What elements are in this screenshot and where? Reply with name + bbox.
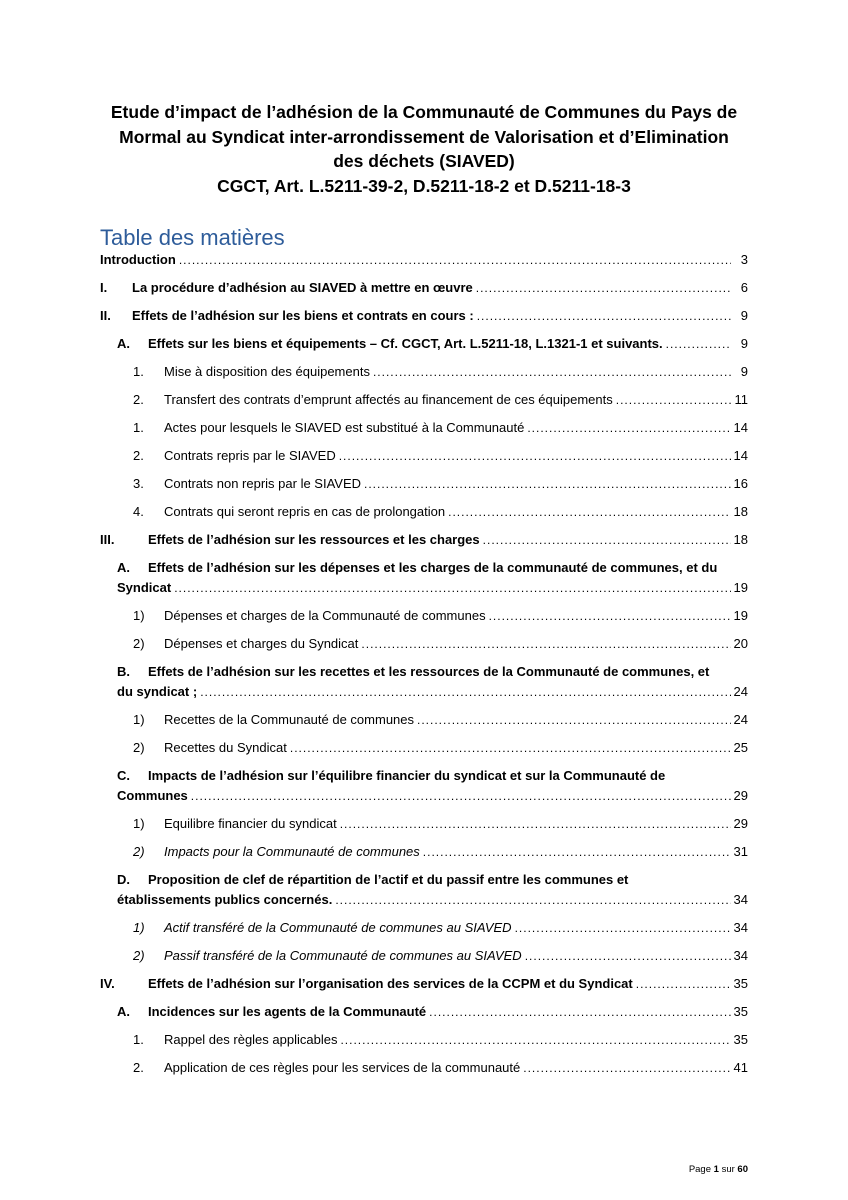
toc-entry-title: établissements publics concernés. [117,892,333,907]
toc-entry-number: D. [117,872,130,887]
toc-dot-leader [636,976,731,992]
title-line-4: CGCT, Art. L.5211-39-2, D.5211-18-2 et D.5211-18-3 [217,175,631,196]
toc-entry-number: B. [117,664,130,679]
toc-entry-number: 1) [133,712,145,727]
toc-dot-leader [476,280,731,296]
toc-entry-page-number: 29 [733,788,748,803]
toc-dot-leader [527,420,730,436]
toc-entry-number: 2) [133,844,145,859]
toc-entry-page-number: 41 [733,1060,748,1075]
toc-entry-number: 2) [133,948,145,963]
toc-entry-number: 4. [133,504,144,519]
toc-entry-title: Rappel des règles applicables [164,1032,338,1047]
toc-entry-title: Impacts pour la Communauté de communes [164,844,420,859]
toc-entry-title: Dépenses et charges de la Communauté de communes [164,608,486,623]
toc-entry-page-number: 24 [733,712,748,727]
toc-entry-page-number: 29 [733,816,748,831]
toc-dot-leader [429,1004,730,1020]
toc-entry-number: IV. [100,976,115,991]
title-line-1: Etude d’impact de l’adhésion de la Communauté de Communes du Pays de [110,102,738,122]
toc-entry-page-number: 34 [733,892,748,907]
toc-entry-title: Effets de l’adhésion sur les biens et contrats en cours : [132,308,474,323]
toc-entry-title: Actes pour lesquels le SIAVED est substitué à la Communauté [164,420,525,435]
footer-sep: sur [721,1164,735,1175]
toc-entry-page-number: 34 [733,920,748,935]
toc-entry-page-number: 18 [733,532,748,547]
toc-dot-leader [340,816,731,832]
footer-page-label: Page [688,1164,711,1175]
toc-entry-page-number: 11 [734,392,748,407]
toc-entry-title: du syndicat ; [117,684,198,699]
toc-dot-leader [364,476,731,492]
toc-entry-page-number: 35 [733,976,748,991]
toc-entry-title: Passif transféré de la Communauté de communes au SIAVED [164,948,522,963]
toc-entry-title: Mise à disposition des équipements [164,364,370,379]
page-footer [689,1164,748,1176]
toc-entry-title: Incidences sur les agents de la Communauté [148,1004,427,1019]
toc-entry-title: Introduction [100,252,176,267]
toc-entry-number: 1. [133,1032,144,1047]
toc-entry-page-number: 14 [733,448,748,463]
toc-dot-leader [448,504,730,520]
toc-entry-page-number: 9 [740,336,748,351]
footer-total-pages: 60 [737,1164,748,1175]
toc-entry-title: Transfert des contrats d’emprunt affectés au financement de ces équipements [164,392,613,407]
toc-entry-page-number: 18 [733,504,748,519]
toc-dot-leader [191,788,731,804]
toc-dot-leader [525,948,731,964]
toc-entry-number: 1) [133,816,145,831]
toc-entry-number: 3. [133,476,144,491]
toc-entry-page-number: 35 [733,1032,748,1047]
toc-dot-leader [483,532,731,548]
toc-entry-title: Actif transféré de la Communauté de communes au SIAVED [164,920,512,935]
toc-entry-title: Effets de l’adhésion sur les ressources et les charges [148,532,480,547]
toc-entry-title: Effets de l’adhésion sur les recettes et les ressources de la Communauté de communes, et [148,664,710,679]
toc-dot-leader [340,1032,730,1048]
footer-current-page: 1 [713,1164,719,1175]
toc-entry-title: Effets sur les biens et équipements – Cf. CGCT, Art. L.5211-18, L.1321-1 et suivants. [148,336,663,351]
toc-dot-leader [335,892,730,908]
toc-entry-page-number: 3 [740,252,748,267]
document-title [80,100,768,198]
toc-entry-title: Recettes du Syndicat [164,740,287,755]
toc-dot-leader [339,448,731,464]
toc-entry-page-number: 9 [740,364,748,379]
toc-entry-number: 1) [133,920,145,935]
toc-entry-page-number: 19 [733,608,748,623]
toc-entry-number: II. [100,308,111,323]
toc-entry-number: I. [100,280,108,295]
toc-entry-number: 2. [133,1060,144,1075]
toc-entry-title: Dépenses et charges du Syndicat [164,636,359,651]
toc-entry-page-number: 6 [740,280,748,295]
toc-dot-leader [523,1060,730,1076]
toc-dot-leader [423,844,731,860]
toc-entry-number: A. [117,336,130,351]
toc-entry-title: Impacts de l’adhésion sur l’équilibre financier du syndicat et sur la Communauté de [148,768,666,783]
toc-entry-title: Proposition de clef de répartition de l’actif et du passif entre les communes et [148,872,629,887]
toc-entry-page-number: 24 [733,684,748,699]
toc-entry-title: Effets de l’adhésion sur les dépenses et les charges de la communauté de communes, et du [148,560,718,575]
toc-entry-title: Contrats qui seront repris en cas de prolongation [164,504,446,519]
toc-entry-number: 2. [133,448,144,463]
toc-entry-number: C. [117,768,130,783]
toc-entry-title: Recettes de la Communauté de communes [164,712,415,727]
toc-dot-leader [361,636,730,652]
toc-dot-leader [489,608,731,624]
toc-entry-page-number: 16 [733,476,748,491]
toc-entry-page-number: 35 [733,1004,748,1019]
toc-entry-number: 2) [133,636,145,651]
toc-entry-number: A. [117,560,130,575]
toc-entry-number: 1. [133,364,144,379]
toc-entry-number: III. [100,532,115,547]
toc-entry-page-number: 9 [740,308,748,323]
toc-dot-leader [477,308,731,324]
toc-dot-leader [515,920,731,936]
toc-entry-title: Communes [117,788,188,803]
toc-entry-title: Application de ces règles pour les services de la communauté [164,1060,521,1075]
toc-entry-title: Contrats repris par le SIAVED [164,448,336,463]
toc-entry-title: Effets de l’adhésion sur l’organisation des services de la CCPM et du Syndicat [148,976,633,991]
toc-dot-leader [417,712,731,728]
toc-entry-number: A. [117,1004,130,1019]
toc-entry-number: 1. [133,420,144,435]
title-line-2: Mormal au Syndicat inter-arrondissement de Valorisation et d’Elimination [119,126,729,147]
toc-entry-title: La procédure d’adhésion au SIAVED à mettre en œuvre [132,280,473,295]
toc-entry-title: Contrats non repris par le SIAVED [164,476,362,491]
toc-entry-number: 2. [133,392,144,407]
toc-dot-leader [616,392,731,408]
toc-dot-leader [290,740,731,756]
toc-entry-page-number: 19 [733,580,748,595]
toc-dot-leader [179,252,731,268]
toc-dot-leader [373,364,731,380]
toc-entry-title: Equilibre financier du syndicat [164,816,337,831]
toc-entry-page-number: 20 [733,636,748,651]
toc-heading: Table des matières [100,225,285,250]
toc-dot-leader [174,580,730,596]
toc-entry-page-number: 25 [733,740,748,755]
toc-dot-leader [200,684,730,700]
toc-entry-page-number: 31 [733,844,748,859]
toc-entry-title: Syndicat [117,580,172,595]
toc-dot-leader [666,336,731,352]
toc-entry-page-number: 34 [733,948,748,963]
toc-entry-page-number: 14 [733,420,748,435]
title-line-3: des déchets (SIAVED) [333,151,515,171]
toc-entry-number: 1) [133,608,145,623]
toc-entry-number: 2) [133,740,145,755]
